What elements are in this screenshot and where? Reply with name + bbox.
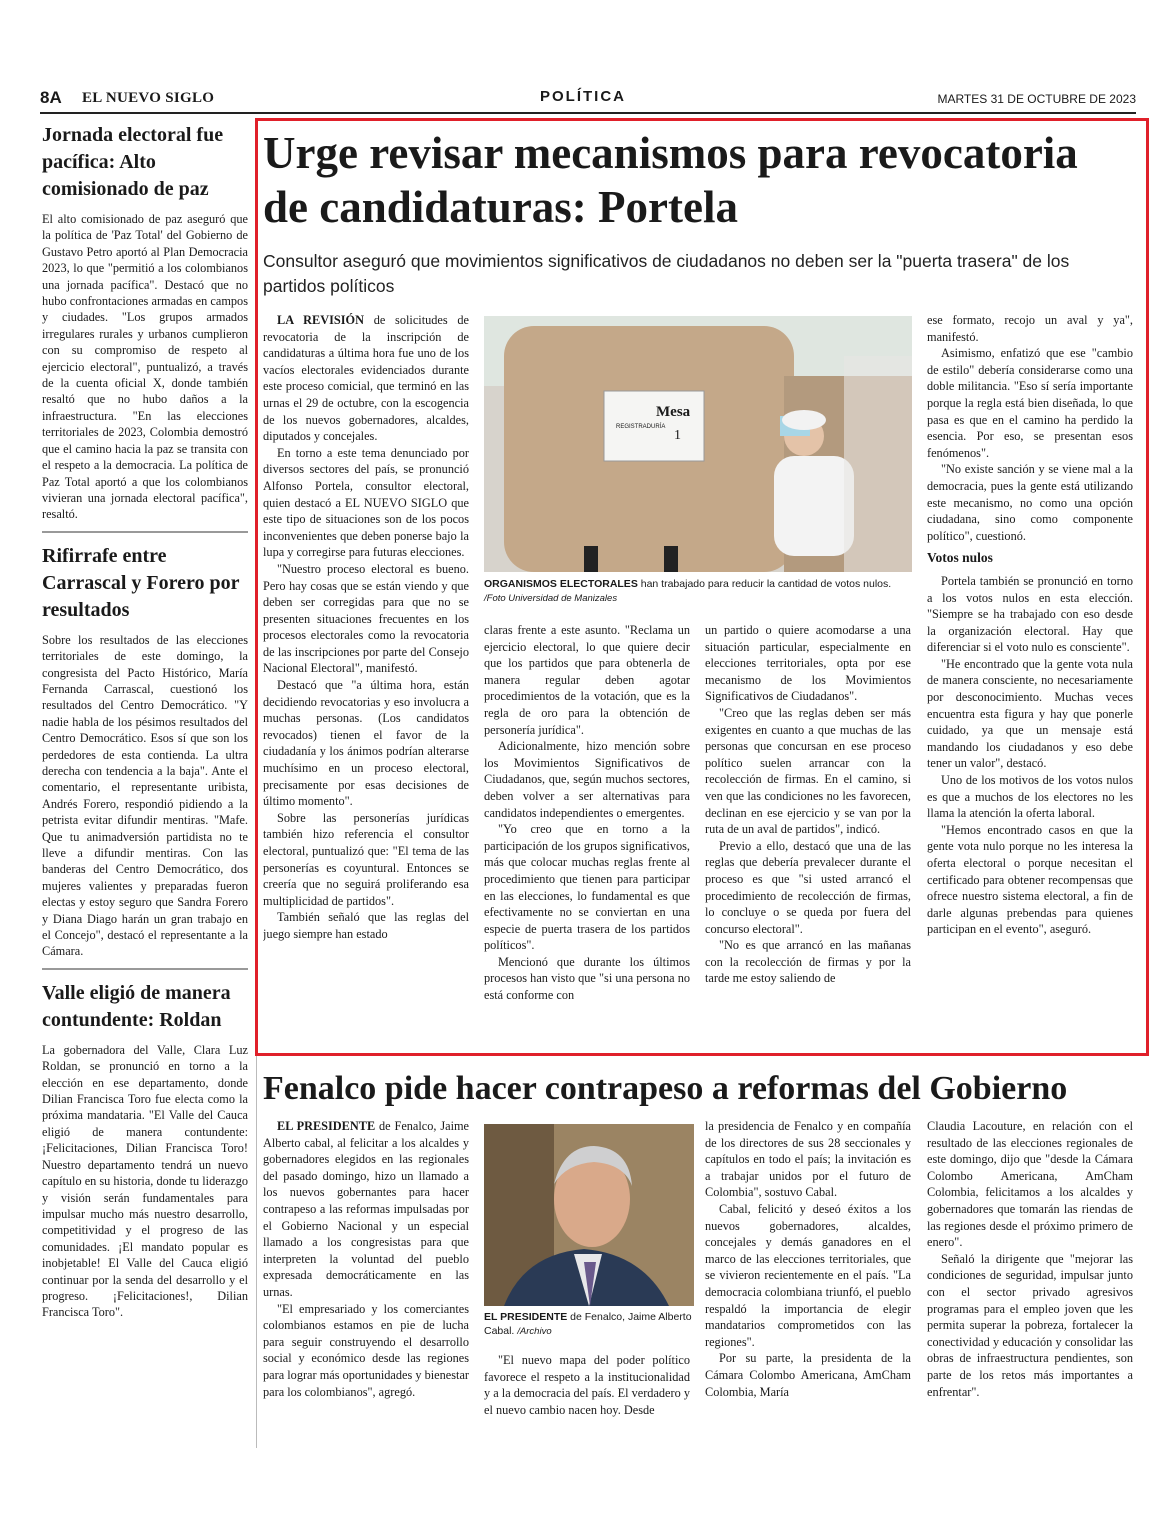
sidebar-story <box>42 980 248 1321</box>
paragraph: "No es que arrancó en las mañanas con la recolección de firmas y por la tarde me estoy saliendo de <box>705 938 911 986</box>
section-subheading: Votos nulos <box>927 550 993 566</box>
caption-lead: ORGANISMOS ELECTORALES <box>484 578 638 590</box>
paragraph: Señaló la dirigente que "mejorar las condiciones de seguridad, impulsar junto con el sector privado agresivos programas para el empleo joven que les permita superar la pobreza, fortalecer la conectividad y educación y consolidar las obras de infraestructura pendientes, son parte de los retos más importantes a enfrentar". <box>927 1251 1133 1399</box>
paragraph: Asimismo, enfatizó que ese "cambio de estilo" debería considerarse como una doble militancia. "Eso sí sería importante porque la regla está bien diseñada, lo que pasa es que en el camino ha perdido la esencia. Por eso, se presentan esos fenómenos". <box>927 346 1133 460</box>
caption-text: han trabajado para reducir la cantidad de votos nulos. <box>637 578 892 590</box>
second-headline: Fenalco pide hacer contrapeso a reformas del Gobierno <box>263 1070 1068 1107</box>
paragraph: "Nuestro proceso electoral es bueno. Pero hay cosas que se están viendo y que deben ser corregidas para que no se presenten situaciones frecuentes en los procesos electorales como la revocatoria de las inscripciones por parte del Consejo Nacional Electoral", manifestó. <box>263 561 469 676</box>
paragraph: En torno a este tema denunciado por diversos sectores del país, se pronunció Alfonso Portela, consultor electoral, quien destacó a EL NUEVO SIGLO que este tipo de situaciones son de los pocos inconvenientes que deben ponerse bajo la lupa y corregirse para futuras elecciones. <box>263 445 469 560</box>
article-column <box>263 312 469 1045</box>
sidebar-story-body: La gobernadora del Valle, Clara Luz Roldan, se pronunció en torno a la elección en ese departamento, donde Dilian Francisca Toro fue electa como la próxima mandataria. "El Valle del Cauca eligió de manera contundente: ¡Felicitaciones, Dilian Francisca Toro! Nuestro departamento tendrá un nuevo capítulo en su historia, donde tu liderazgo y visión serán fundamentales para impulsar mucho más nuestro desarrollo, competitividad y el progreso de las comunidades. ¡El mandato popular es inobjetable! El Valle del Cauca eligió continuar por la senda del desarrollo y el progreso. ¡Felicitaciones!, Dilian Francisca Toro". <box>42 1042 248 1320</box>
issue-date: MARTES 31 DE OCTUBRE DE 2023 <box>937 92 1136 106</box>
portrait-credit: /Archivo <box>517 1326 552 1337</box>
paragraph: "El nuevo mapa del poder político favorece el respeto a la institucionalidad y a la democracia del país. El verdadero y el nuevo cambio nacen hoy. Desde <box>484 1353 690 1417</box>
header-rule <box>40 112 1136 114</box>
article-column <box>484 622 690 1045</box>
sidebar-story <box>42 122 248 523</box>
sidebar-story-title: Jornada electoral fue pacífica: Alto comisionado de paz <box>42 124 224 200</box>
lead-in: EL PRESIDENTE <box>277 1119 376 1133</box>
ballot-booth-illustration <box>484 316 912 572</box>
booth-sign-logo: REGISTRADURÍA <box>616 424 666 430</box>
paragraph: "Creo que las reglas deben ser más exigentes en cuanto a que muchas de las personas que concursan en ese proceso político suelen arrancar con la recolección de firmas. En el camino, si ven que las condiciones no les favorecen, declinan en ese ejercicio y se van por la ruta de un aval de partidos", indicó. <box>705 705 911 837</box>
paragraph: Portela también se pronunció en torno a los votos nulos en esta elección. "Siempre se ha trabajado con eso desde la organización electoral. Hay que diferenciar si el voto nulo es consciente". <box>927 573 1133 655</box>
sidebar-story-title: Rifirrafe entre Carrascal y Forero por resultados <box>42 544 240 621</box>
lead-in: LA REVISIÓN <box>277 313 364 327</box>
main-headline: Urge revisar mecanismos para revocatoria de candidaturas: Portela <box>263 128 1078 232</box>
portrait-illustration <box>484 1124 694 1306</box>
portrait-caption-text: de Fenalco, Jaime Alberto Cabal. <box>484 1311 692 1337</box>
paragraph: También señaló que las reglas del juego siempre han estado <box>263 910 469 941</box>
page-header <box>40 88 1136 110</box>
paragraph: Uno de los motivos de los votos nulos es que a muchos de los electores no les llama la atención la oferta laboral. <box>927 773 1133 821</box>
paragraph: Adicionalmente, hizo mención sobre los Movimientos Significativos de Ciudadanos, que, según muchos sectores, deben volver a ser alternativas para candidatos independientes o emergentes. <box>484 739 690 820</box>
article-column <box>705 622 911 1045</box>
paragraph: "El empresariado y los comerciantes colombianos estamos en pie de lucha para seguir construyendo el desarrollo social y económico desde las regiones para lograr más oportunidades y bienestar para los colombianos", agregó. <box>263 1301 469 1399</box>
paragraph: Destacó que "a última hora, están decidiendo revocatorias y eso involucra a muchas personas. (Los candidatos revocados) tienen el favor de la ciudadanía y los ánimos podrían alterarse muchísimo en un proceso electoral, precisamente por esas decisiones de último momento". <box>263 678 469 809</box>
article-column <box>927 1118 1133 1438</box>
paragraph: de solicitudes de revocatoria de la inscripción de candidaturas a última hora fue uno de los vacíos electorales evidenciados durante este proceso comicial, que terminó en las urnas el 29 de octubre, con la escogencia de los nuevos gobernadores, alcaldes, diputados y concejales. <box>263 313 469 444</box>
paragraph: Cabal, felicitó y deseó éxitos a los nuevos gobernadores, alcaldes, concejales y demás ganadores en el marco de las elecciones territoriales, que se vivieron recientemente en el país. "La democracia colombiana triunfó, el pueblo respaldó la importancia de elegir mandatarios comprometidos con las regiones". <box>705 1201 911 1349</box>
paragraph: ese formato, recojo un aval y ya", manifestó. <box>927 313 1133 344</box>
page-number: 8A <box>40 88 62 107</box>
sidebar-column <box>42 122 248 1442</box>
article-column <box>484 1352 690 1438</box>
paragraph: un partido o quiere acomodarse a una situación particular, especialmente en elecciones territoriales, opta por ese mecanismo de los Movimientos Significativos de Ciudadanos". <box>705 623 911 704</box>
paragraph: "Hemos encontrado casos en que la gente vota nulo porque no les interesa la oferta electoral o porque necesitan el certificado para obtener recompensas que ofrece nuestro sistema electoral, a fin de darle algunas prebendas para quienes participan en el evento", aseguró. <box>927 822 1133 937</box>
paragraph: "Yo creo que en torno a la participación de los grupos significativos, más que colocar muchas reglas frente al procedimiento que tienen para participar en las elecciones, lo fundamental es que efectivamente no se conviertan en una especie de puerta trasera de los partidos políticos". <box>484 822 690 953</box>
sidebar-story-title: Valle eligió de manera contundente: Roldan <box>42 981 231 1031</box>
paragraph: Claudia Lacouture, en relación con el resultado de las elecciones regionales de este domingo, dijo que "desde la Cámara Colombo Americana, AmCham Colombia, felicitamos a los alcaldes y gobernadores que tomarán las riendas de las regiones desde el próximo primero de enero". <box>927 1119 1133 1250</box>
section-name: POLÍTICA <box>540 88 626 105</box>
paragraph: claras frente a este asunto. "Reclama un ejercicio electoral, lo que quiere decir que los partidos que para obtenerla de manera regular deben agotar procedimientos de la votación, que es la regla de oro para la obtención de personería jurídica". <box>484 623 690 737</box>
article-column <box>927 312 1133 1045</box>
portrait-photo <box>484 1124 694 1306</box>
paragraph: Por su parte, la presidenta de la Cámara Colombo Americana, AmCham Colombia, María <box>705 1351 911 1399</box>
sidebar-story-body: Sobre los resultados de las elecciones territoriales de este domingo, la congresista del Pacto Histórico, María Fernanda Carrascal, cuestionó los resultados del Centro Democrático. "Y nadie habla de los pésimos resultados del Centro Democrático. Esos sí que son los perdedores de esta contienda. La ultra derecha con tendencia a la baja". Ante el comentario, el representante uribista, Andrés Forero, respondió pidiendo a la petrista evitar difundir mentiras. "Mafe. Que tu animadversión partidista no te lleve a difundir mentiras. Con las banderas del Centro Democrático, dos mujeres valientes y preparadas fueron electas y estoy seguro que Sandra Forero y Diana Diago harán un gran trabajo en el Concejo", destacó el representante a la Cámara. <box>42 632 248 959</box>
sidebar-story-body: El alto comisionado de paz aseguró que la política de 'Paz Total' del Gobierno de Gustavo Petro aportó al Plan Democracia 2023, lo que "permitió a los colombianos una jornada pacífica". Destacó que no hubo confrontaciones armadas en campos y ciudades. "Los grupos armados irregulares rurales y urbanos cumplieron con su compromiso de respeto al ejercicio electoral", puntualizó, a través de la cuenta oficial X, donde también resaltó que no hubo daños a la infraestructura. "En las elecciones territoriales de 2023, Colombia demostró que el camino hacia la paz se transita con el respeto a la democracia. La política de Paz Total aportó a que los colombianos vivieran una jornada electoral pacífica", resaltó. <box>42 212 248 522</box>
paragraph: Sobre las personerías jurídicas también hizo referencia el consultor electoral, puntualizó que: "El tema de las personerías es coyuntural. Entonces se creería que no seguirá proliferando esa multiplicidad de partidos". <box>263 810 469 908</box>
booth-sign-title: Mesa <box>656 404 691 420</box>
paragraph: "He encontrado que la gente vota nula de manera consciente, no necesariamente por desconocimiento. Muchas veces encuentra esta figura y hay que ponerle cuidado, ya que un mensaje está mandando los ciudadanos y eso debe tener un valor", destacó. <box>927 656 1133 771</box>
paragraph: Previo a ello, destacó que una de las reglas que debería prevalecer durante el proceso es que "si usted arrancó el procedimiento de recolección de firmas, lo concluye o se queda por fuera del concurso electoral". <box>705 838 911 936</box>
portrait-caption <box>484 1310 694 1339</box>
paragraph: la presidencia de Fenalco y en compañía de los directores de sus 28 seccionales y capítulos en todo el país; la invitación es a trabajar unidos por el futuro de Colombia", sostuvo Cabal. <box>705 1119 911 1200</box>
main-subheadline: Consultor aseguró que movimientos significativos de ciudadanos no deben ser la "puerta trasera" de los partidos políticos <box>263 251 1070 296</box>
paragraph: "No existe sanción y se viene mal a la democracia, pues la gente está utilizando este mecanismo, no como una opción ciudadana, sino como componente político", cuestionó. <box>927 462 1133 543</box>
article-column <box>263 1118 469 1438</box>
portrait-caption-lead: EL PRESIDENTE <box>484 1311 568 1323</box>
sidebar-divider <box>42 531 248 533</box>
photo-credit: /Foto Universidad de Manizales <box>484 593 618 604</box>
sidebar-story <box>42 543 248 960</box>
booth-sign-number: 1 <box>674 428 681 443</box>
paragraph: Mencionó que durante los últimos procesos han visto que "si una persona no está conforme con <box>484 954 690 1003</box>
article-column <box>705 1118 911 1438</box>
newspaper-name: EL NUEVO SIGLO <box>82 90 215 106</box>
ballot-booth-photo <box>484 316 912 572</box>
photo-caption <box>484 577 914 606</box>
sidebar-divider <box>42 968 248 970</box>
paragraph: de Fenalco, Jaime Alberto cabal, al felicitar a los alcaldes y gobernadores elegidos en las regionales del pasado domingo, hizo un llamado a los nuevos gobernantes para hacer contrapeso a las reformas impulsadas por el Gobierno Nacional y un especial llamado a los congresistas para que interpreten la voluntad del pueblo expresada democráticamente en las urnas. <box>263 1119 469 1299</box>
